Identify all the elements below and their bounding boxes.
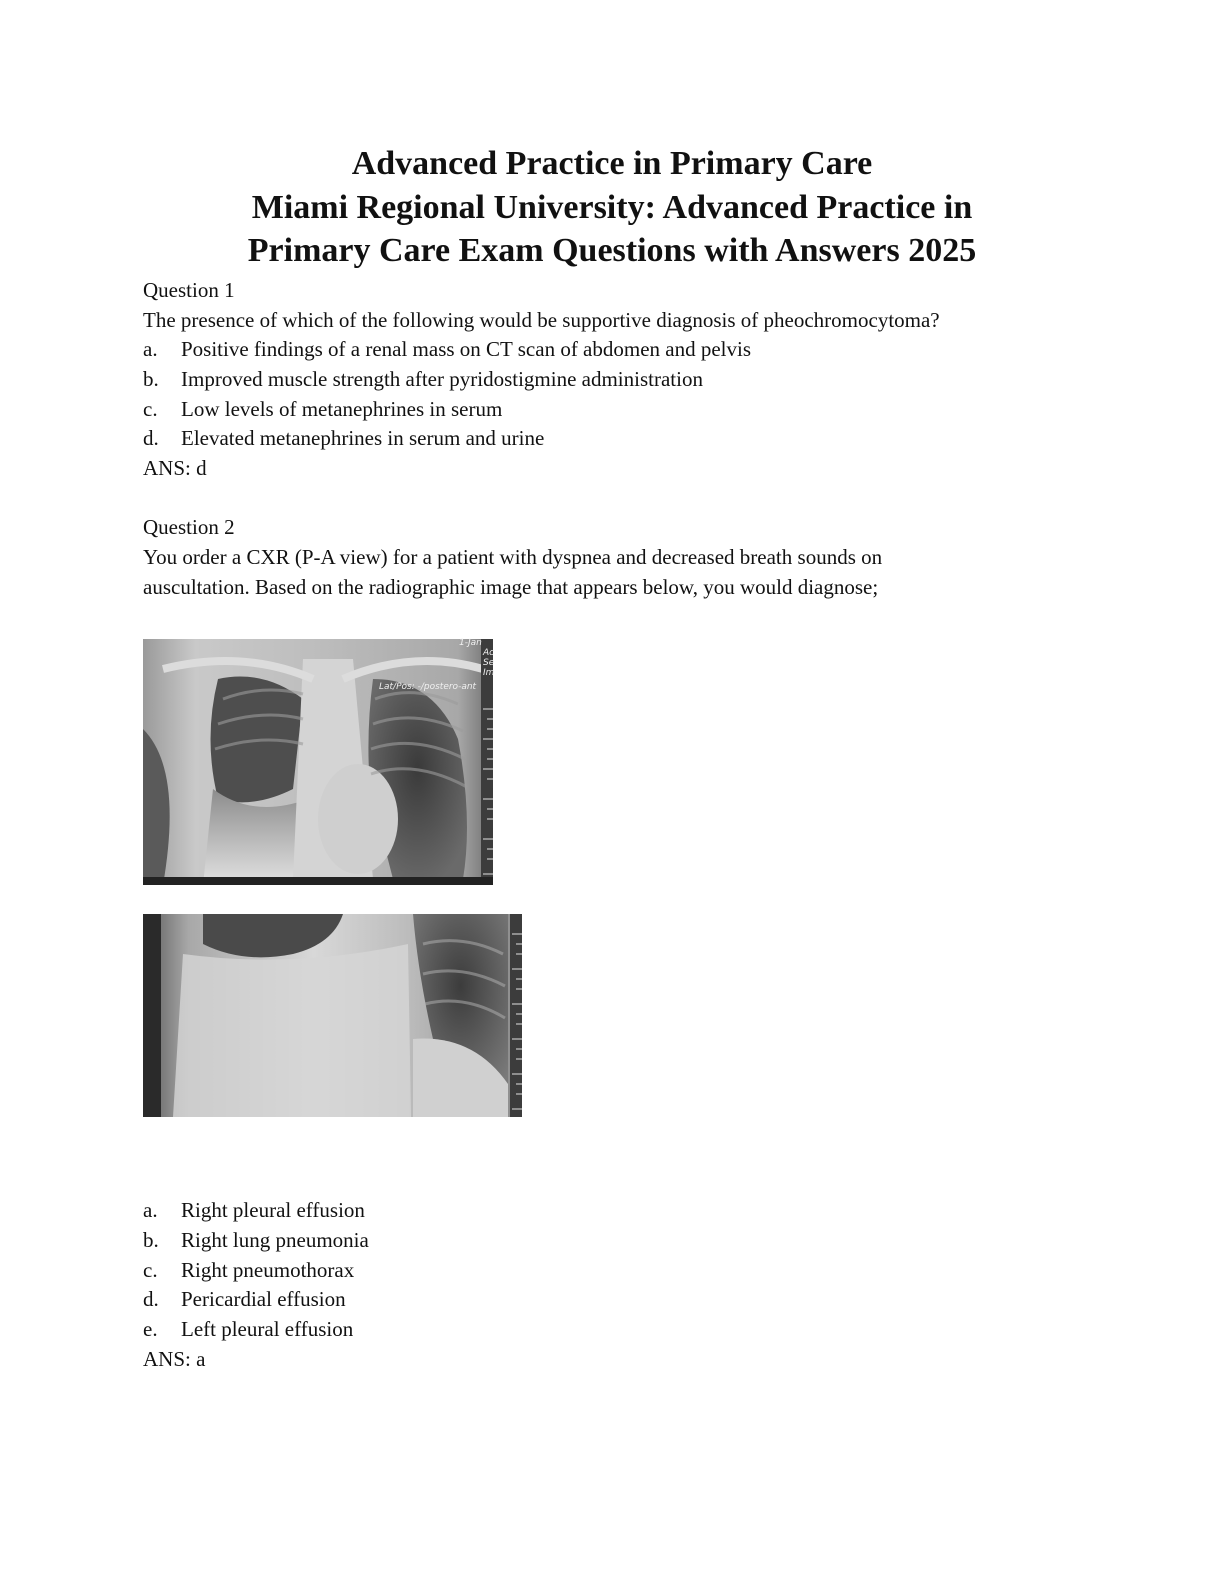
question-2-option-b <box>143 1225 369 1255</box>
option-letter: c. <box>143 1258 158 1282</box>
question-1-heading: Question 1 <box>143 278 235 302</box>
question-2-option-e <box>143 1314 353 1344</box>
option-text: Low levels of metanephrines in serum <box>181 397 503 421</box>
question-2-option-d <box>143 1284 346 1314</box>
question-1-option-c <box>143 394 502 424</box>
option-text: Improved muscle strength after pyridostigmine administration <box>181 367 703 391</box>
question-2-option-c <box>143 1255 354 1285</box>
option-letter: e. <box>143 1317 158 1341</box>
option-letter: b. <box>143 1228 159 1252</box>
chest-xray-zoom-image <box>143 914 522 1117</box>
question-1-option-a <box>143 334 751 364</box>
question-1-answer: ANS: d <box>143 456 207 480</box>
question-1-option-d <box>143 423 544 453</box>
question-2-stem-line-1: You order a CXR (P-A view) for a patient with dyspnea and decreased breath sounds on <box>143 545 883 569</box>
option-letter: a. <box>143 1198 158 1222</box>
question-2-stem-line-2: auscultation. Based on the radiographic image that appears below, you would diagnose; <box>143 575 879 599</box>
option-text: Right pleural effusion <box>181 1198 365 1222</box>
option-text: Left pleural effusion <box>181 1317 354 1341</box>
question-1-option-b <box>143 364 703 394</box>
option-text: Pericardial effusion <box>181 1287 346 1311</box>
option-letter: d. <box>143 426 159 450</box>
question-2-option-a <box>143 1195 365 1225</box>
title-line-2: Miami Regional University: Advanced Practice in <box>251 188 973 226</box>
option-text: Positive findings of a renal mass on CT scan of abdomen and pelvis <box>181 337 752 361</box>
xray-overlay-date: 1-Jan <box>459 638 482 648</box>
option-text: Right pneumothorax <box>181 1258 355 1282</box>
xray-overlay-se: Se <box>483 658 495 668</box>
xray-overlay-ac: Ac <box>483 648 495 658</box>
title-line-1: Advanced Practice in Primary Care <box>351 145 873 182</box>
title-line-3: Primary Care Exam Questions with Answers 2025 <box>247 232 977 269</box>
question-2-answer: ANS: a <box>143 1347 206 1371</box>
question-2-heading: Question 2 <box>143 515 235 539</box>
xray-overlay-im: Im <box>483 668 495 678</box>
option-letter: d. <box>143 1287 159 1311</box>
option-letter: b. <box>143 367 159 391</box>
question-1-stem: The presence of which of the following would be supportive diagnosis of pheochromocytoma? <box>143 308 940 332</box>
option-text: Elevated metanephrines in serum and urine <box>181 426 545 450</box>
document-title <box>0 142 1224 273</box>
chest-xray-pa-image <box>143 639 493 885</box>
xray-overlay-position: Lat/Pos: -/postero-ant <box>379 682 477 692</box>
option-text: Right lung pneumonia <box>181 1228 369 1252</box>
option-letter: a. <box>143 337 158 361</box>
option-letter: c. <box>143 397 158 421</box>
